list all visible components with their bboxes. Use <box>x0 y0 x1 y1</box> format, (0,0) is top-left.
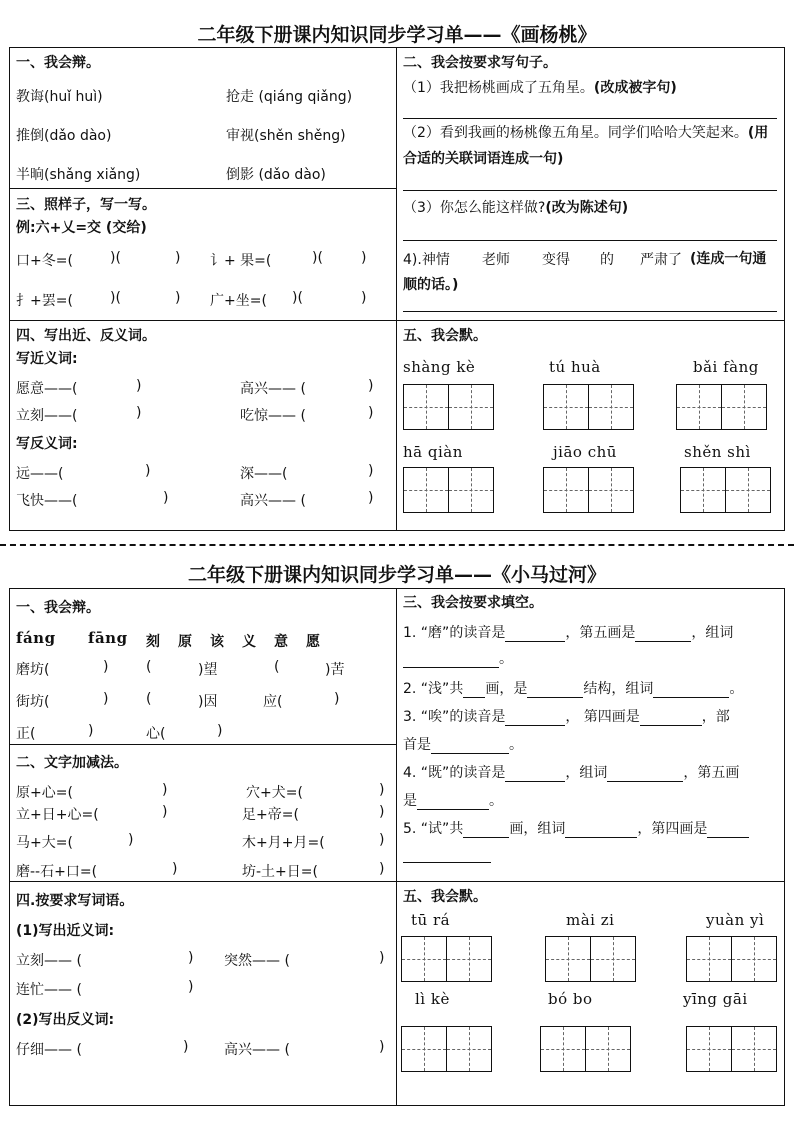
ws1-s3-cell: )( <box>292 290 303 306</box>
ws1-s2-q4-word: 老师 <box>482 252 510 268</box>
ws2-s2-item: ) <box>128 832 134 848</box>
ws1-s1-item: 审视(shěn shěng) <box>226 128 346 144</box>
answer-line <box>403 240 777 241</box>
tianzi-grid[interactable] <box>686 936 775 982</box>
ws1-s4-syn: ) <box>136 378 142 394</box>
ws2-s1-option: 该 <box>210 634 224 650</box>
answer-line <box>403 118 777 119</box>
ws2-s2-item: ) <box>379 804 385 820</box>
ws2-s5-heading: 五、我会默。 <box>403 889 487 905</box>
ws1-s3-cell: ) <box>361 250 367 266</box>
tianzi-grid[interactable] <box>686 1026 775 1072</box>
ws1-s3-cell: )( <box>110 250 121 266</box>
ws2-s1-blank: ( <box>146 659 152 675</box>
answer-line <box>403 862 491 863</box>
worksheet2-title: 二年级下册课内知识同步学习单——《小马过河》 <box>187 564 606 586</box>
ws1-s5-pinyin: bǎi fàng <box>693 358 759 376</box>
ws1-s4-heading: 四、写出近、反义词。 <box>16 328 156 344</box>
ws2-s3-q5: 5. “试”共 画，组词 ，第四画是 <box>403 818 749 838</box>
tianzi-grid[interactable] <box>543 384 632 430</box>
ws1-s3-cell: 讠+ 果=( <box>210 253 272 269</box>
ws2-s2-item: ) <box>162 804 168 820</box>
ws1-s3-cell: )( <box>110 290 121 306</box>
ws1-s5-pinyin: hā qiàn <box>403 443 463 461</box>
ws2-s2-item: 原+心=( <box>16 785 73 801</box>
ws2-s1-blank: ( <box>146 691 152 707</box>
ws2-s3-q4: 4. “既”的读音是 ，组词 ，第五画 <box>403 765 740 781</box>
ws1-s4-ant: 深——( <box>240 466 288 482</box>
ws1-s3-heading: 三、照样子，写一写。 <box>16 197 156 213</box>
ws2-s2-heading: 二、文字加减法。 <box>16 755 128 771</box>
ws1-s4-ant: 远——( <box>16 466 64 482</box>
ws1-s4-syn: ) <box>136 405 142 421</box>
ws2-s1-blank: )望 <box>198 662 218 678</box>
ws2-s2-item: 立+日+心=( <box>16 807 99 823</box>
ws2-s1-blank: 正( <box>16 726 36 742</box>
ws2-s4-heading: 四.按要求写词语。 <box>16 893 134 909</box>
ws2-s1-blank: ) <box>103 691 109 707</box>
ws1-s1-item: 教诲(huǐ huì) <box>16 89 103 105</box>
ws2-s2-item: ) <box>172 861 178 877</box>
ws2-s1-blank: ) <box>88 723 94 739</box>
ws2-s2-item: 马+大=( <box>16 835 73 851</box>
ws2-s1-blank: )苦 <box>325 662 345 678</box>
ws1-s4-ant: ) <box>145 463 151 479</box>
ws1-s2-heading: 二、我会按要求写句子。 <box>403 55 557 71</box>
ws1-s4-ant: ) <box>368 490 374 506</box>
tianzi-grid[interactable] <box>403 384 492 430</box>
ws1-s5-pinyin: jiāo chū <box>553 443 617 461</box>
ws2-s5-pinyin: lì kè <box>415 990 450 1008</box>
ws1-s4-syn: 高兴—— ( <box>240 381 306 397</box>
ws2-s1-blank: 应( <box>263 694 283 710</box>
ws2-s5-pinyin: tū rá <box>411 911 451 929</box>
ws2-s4-syn: ) <box>188 950 194 966</box>
ws2-s1-blank: ) <box>103 659 109 675</box>
ws2-s1-option: 意 <box>274 634 288 650</box>
ws2-s3-q3-cont: 首是 。 <box>403 737 523 753</box>
ws2-s5-pinyin: bó bo <box>548 990 593 1008</box>
ws2-s3-q4-cont: 是 。 <box>403 793 503 809</box>
ws1-s5-pinyin: shàng kè <box>403 358 476 376</box>
ws2-s1-blank: ) <box>334 691 340 707</box>
tianzi-grid[interactable] <box>545 936 634 982</box>
ws2-s2-item: ) <box>379 861 385 877</box>
ws2-s4-syn-label: (1)写出近义词: <box>16 923 115 939</box>
ws2-s4-ant: 高兴—— ( <box>224 1042 290 1058</box>
ws2-s1-option: 愿 <box>306 634 320 650</box>
ws1-s3-cell: 扌+罢=( <box>16 293 73 309</box>
ws1-s2-q4-req: (连成一句通顺的话。) <box>403 251 767 293</box>
ws1-s3-cell: ) <box>361 290 367 306</box>
ws2-s1-blank: 街坊( <box>16 694 50 710</box>
ws1-s5-pinyin: tú huà <box>549 358 601 376</box>
ws2-s1-option: 义 <box>242 634 256 650</box>
ws2-s3-q1-cont: 。 <box>403 648 513 668</box>
ws1-s2-q4-word: 的 <box>600 252 614 268</box>
ws1-s4-ant: ) <box>368 463 374 479</box>
ws2-s2-item: 足+帝=( <box>242 807 299 823</box>
ws2-s3-q3: 3. “唉”的读音是 ， 第四画是 ，部 <box>403 709 730 725</box>
worksheet2-table <box>9 588 785 1106</box>
ws1-s4-syn: 吃惊—— ( <box>240 408 306 424</box>
ws1-s4-ant: 高兴—— ( <box>240 493 306 509</box>
ws2-s1-option: fáng <box>16 629 56 647</box>
ws1-s1-item: 倒影 (dǎo dào) <box>226 167 326 183</box>
ws2-s2-item: 磨--石+口=( <box>16 864 98 880</box>
answer-line <box>403 311 777 312</box>
tianzi-grid[interactable] <box>543 467 632 513</box>
ws1-s3-cell: 口+冬=( <box>16 253 73 269</box>
ws1-s2-q1: （1）我把杨桃画成了五角星。(改成被字句) <box>403 80 677 96</box>
ws2-s1-blank: ( <box>274 659 280 675</box>
ws1-s2-q4-word: 4).神情 <box>403 252 450 268</box>
tianzi-grid[interactable] <box>540 1026 629 1072</box>
ws1-s4-syn-label: 写近义词: <box>16 351 78 367</box>
ws1-s1-item: 半晌(shǎng xiǎng) <box>16 167 141 183</box>
ws1-s2-q2: （2）看到我画的杨桃像五角星。同学们哈哈大笑起来。(用合适的关联词语连成一句) <box>403 125 769 167</box>
ws2-s2-item: 坊-土+日=( <box>242 864 318 880</box>
ws2-s4-ant-label: (2)写出反义词: <box>16 1012 115 1028</box>
ws1-s3-cell: ) <box>175 250 181 266</box>
ws2-s3-q1: 1. “磨”的读音是 ，第五画是 ，组词 <box>403 625 734 641</box>
tianzi-grid[interactable] <box>401 936 490 982</box>
ws1-s1-item: 推倒(dǎo dào) <box>16 128 112 144</box>
worksheet1-title: 二年级下册课内知识同步学习单——《画杨桃》 <box>197 24 597 46</box>
ws2-s2-item: ) <box>379 832 385 848</box>
ws2-s1-blank: 心( <box>146 726 166 742</box>
ws2-s1-blank: ) <box>217 723 223 739</box>
tianzi-grid[interactable] <box>676 384 765 430</box>
ws1-s4-syn: ) <box>368 405 374 421</box>
answer-line <box>403 190 777 191</box>
cut-line <box>0 544 794 546</box>
ws2-s1-option: 原 <box>178 634 192 650</box>
ws1-s4-syn: 愿意——( <box>16 381 78 397</box>
ws2-s4-syn: 突然—— ( <box>224 953 290 969</box>
ws2-s4-ant: ) <box>183 1039 189 1055</box>
ws2-s4-ant: 仔细—— ( <box>16 1042 82 1058</box>
ws1-s4-syn: ) <box>368 378 374 394</box>
ws2-s5-pinyin: yīng gāi <box>683 990 748 1008</box>
ws2-s1-heading: 一、我会辩。 <box>16 600 100 616</box>
ws1-s4-ant-label: 写反义词: <box>16 436 78 452</box>
tianzi-grid[interactable] <box>403 467 492 513</box>
ws1-s1-heading: 一、我会辩。 <box>16 55 100 71</box>
ws2-s4-syn: 连忙—— ( <box>16 982 82 998</box>
ws1-s4-syn: 立刻——( <box>16 408 78 424</box>
ws2-s4-syn: ) <box>379 950 385 966</box>
ws1-s2-q4-word: 严肃了 <box>640 252 682 268</box>
tianzi-grid[interactable] <box>680 467 769 513</box>
tianzi-grid[interactable] <box>401 1026 490 1072</box>
ws1-s5-heading: 五、我会默。 <box>403 328 487 344</box>
ws2-s3-q2: 2. “浅”共 画，是 结构，组词 。 <box>403 681 744 697</box>
ws2-s5-pinyin: mài zi <box>566 911 615 929</box>
ws2-s2-item: ) <box>379 782 385 798</box>
ws1-s1-item: 抢走 (qiáng qiǎng) <box>226 89 353 105</box>
ws1-s3-cell: )( <box>312 250 323 266</box>
ws2-s2-item: 木+月+月=( <box>242 835 325 851</box>
ws1-s2-q4-word: 变得 <box>542 252 570 268</box>
ws1-s3-cell: ) <box>175 290 181 306</box>
ws2-s1-blank: )因 <box>198 694 218 710</box>
ws1-s3-cell: 广+坐=( <box>210 293 267 309</box>
ws2-s4-syn: ) <box>188 979 194 995</box>
ws1-s4-ant: ) <box>163 490 169 506</box>
ws1-s3-example: 例:六+乂=交 (交给) <box>16 220 147 236</box>
ws2-s3-heading: 三、我会按要求填空。 <box>403 595 543 611</box>
ws1-s5-pinyin: shěn shì <box>684 443 751 461</box>
ws2-s2-item: ) <box>162 782 168 798</box>
ws1-s2-q3: （3）你怎么能这样做?(改为陈述句) <box>403 200 629 216</box>
ws2-s2-item: 穴+犬=( <box>246 785 303 801</box>
ws2-s4-ant: ) <box>379 1039 385 1055</box>
ws2-s1-option: 刻 <box>146 634 160 650</box>
ws1-s4-ant: 飞快——( <box>16 493 78 509</box>
ws2-s1-option: fāng <box>88 629 128 647</box>
ws2-s4-syn: 立刻—— ( <box>16 953 82 969</box>
ws2-s1-blank: 磨坊( <box>16 662 50 678</box>
ws2-s5-pinyin: yuàn yì <box>706 911 765 929</box>
